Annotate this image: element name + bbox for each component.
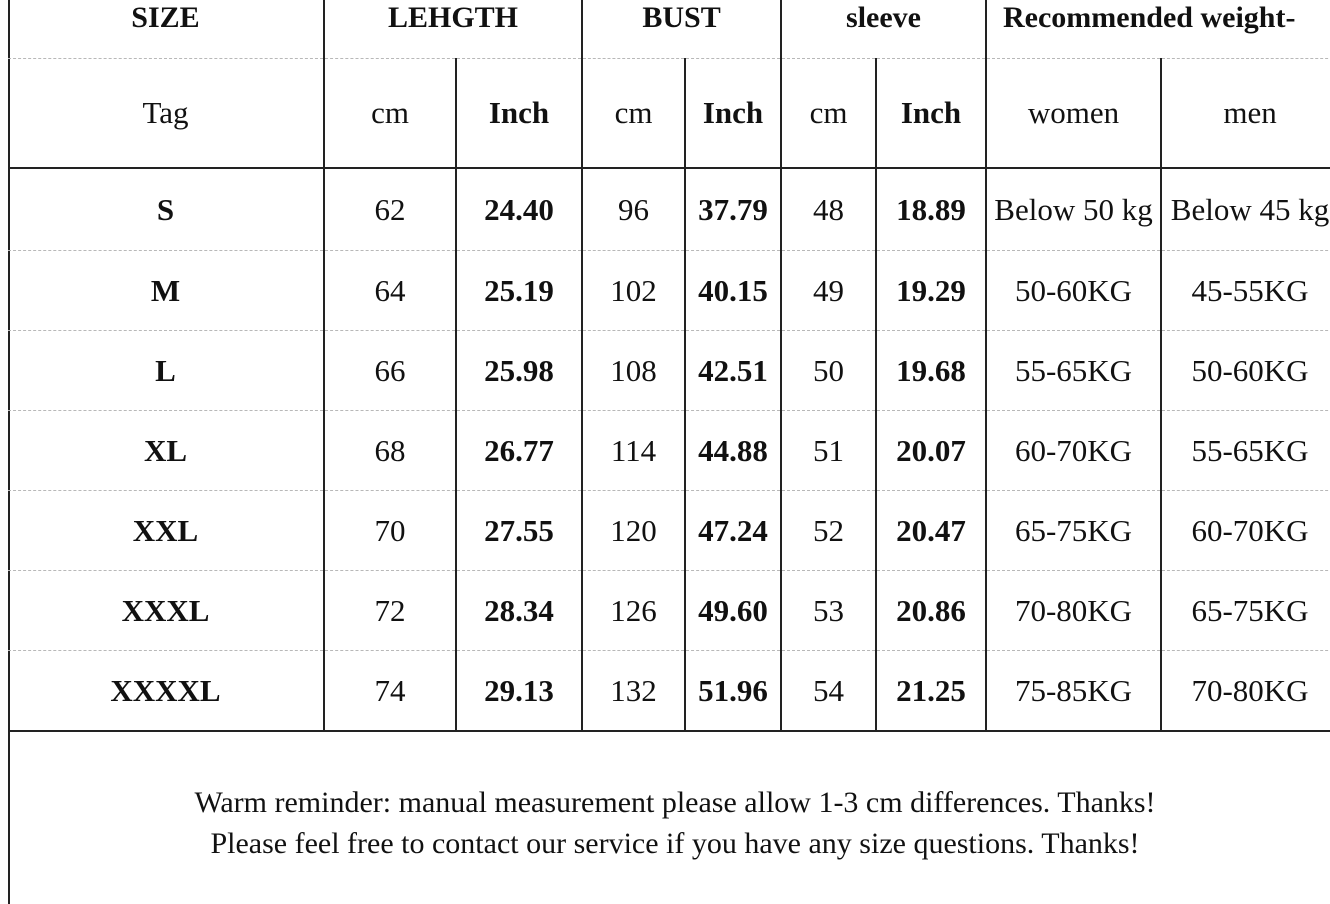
cell-bust-inch: 44.88: [685, 411, 781, 491]
subheader-sleeve-inch: Inch: [876, 59, 986, 169]
cell-men-weight: 50-60KG: [1161, 331, 1330, 411]
cell-bust-cm: 96: [582, 168, 685, 251]
cell-sleeve-inch: 21.25: [876, 651, 986, 732]
cell-length-cm: 64: [324, 251, 456, 331]
cell-women-weight: 70-80KG: [986, 571, 1161, 651]
table-row: [8, 331, 1330, 411]
cell-length-inch: 29.13: [456, 651, 582, 732]
header-bust: BUST: [582, 0, 781, 59]
cell-women-weight: Below 50 kg: [986, 168, 1161, 251]
table-row: [8, 168, 1330, 251]
cell-bust-inch: 42.51: [685, 331, 781, 411]
cell-length-inch: 26.77: [456, 411, 582, 491]
cell-length-cm: 68: [324, 411, 456, 491]
cell-bust-inch: 47.24: [685, 491, 781, 571]
subheader-row: [8, 59, 1330, 169]
cell-sleeve-cm: 49: [781, 251, 876, 331]
cell-women-weight: 55-65KG: [986, 331, 1161, 411]
subheader-length-cm: cm: [324, 59, 456, 169]
cell-bust-inch: 40.15: [685, 251, 781, 331]
header-row: [8, 0, 1330, 59]
cell-sleeve-cm: 54: [781, 651, 876, 732]
table-row: [8, 491, 1330, 571]
cell-men-weight: 60-70KG: [1161, 491, 1330, 571]
cell-bust-cm: 120: [582, 491, 685, 571]
subheader-women: women: [986, 59, 1161, 169]
size-notes: [10, 782, 1330, 864]
cell-length-cm: 72: [324, 571, 456, 651]
cell-length-cm: 62: [324, 168, 456, 251]
cell-sleeve-cm: 50: [781, 331, 876, 411]
cell-size: XXXL: [8, 571, 324, 651]
cell-size: L: [8, 331, 324, 411]
cell-bust-cm: 102: [582, 251, 685, 331]
cell-length-cm: 74: [324, 651, 456, 732]
cell-length-cm: 66: [324, 331, 456, 411]
cell-men-weight: 65-75KG: [1161, 571, 1330, 651]
cell-length-inch: 25.98: [456, 331, 582, 411]
table-row: [8, 251, 1330, 331]
cell-bust-cm: 132: [582, 651, 685, 732]
cell-length-inch: 27.55: [456, 491, 582, 571]
table-row: [8, 411, 1330, 491]
header-recommended-weight: Recommended weight-: [986, 0, 1330, 59]
cell-sleeve-inch: 19.29: [876, 251, 986, 331]
note-contact-service: Please feel free to contact our service if you have any size questions. Thanks!: [210, 827, 1140, 860]
cell-size: XXL: [8, 491, 324, 571]
cell-bust-cm: 126: [582, 571, 685, 651]
table-row: [8, 571, 1330, 651]
header-length: LEHGTH: [324, 0, 582, 59]
cell-length-cm: 70: [324, 491, 456, 571]
cell-sleeve-inch: 18.89: [876, 168, 986, 251]
cell-bust-inch: 51.96: [685, 651, 781, 732]
cell-length-inch: 28.34: [456, 571, 582, 651]
table-row: [8, 651, 1330, 732]
cell-women-weight: 50-60KG: [986, 251, 1161, 331]
cell-length-inch: 24.40: [456, 168, 582, 251]
cell-sleeve-cm: 52: [781, 491, 876, 571]
cell-bust-cm: 108: [582, 331, 685, 411]
subheader-bust-inch: Inch: [685, 59, 781, 169]
subheader-men: men: [1161, 59, 1330, 169]
cell-men-weight: 70-80KG: [1161, 651, 1330, 732]
cell-sleeve-cm: 51: [781, 411, 876, 491]
cell-women-weight: 60-70KG: [986, 411, 1161, 491]
cell-length-inch: 25.19: [456, 251, 582, 331]
subheader-bust-cm: cm: [582, 59, 685, 169]
cell-sleeve-inch: 20.86: [876, 571, 986, 651]
note-measurement-reminder: Warm reminder: manual measurement please allow 1-3 cm differences. Thanks!: [194, 786, 1156, 819]
cell-size: S: [8, 168, 324, 251]
cell-sleeve-cm: 48: [781, 168, 876, 251]
cell-women-weight: 65-75KG: [986, 491, 1161, 571]
cell-sleeve-cm: 53: [781, 571, 876, 651]
cell-sleeve-inch: 20.47: [876, 491, 986, 571]
cell-size: XXXXL: [8, 651, 324, 732]
header-sleeve: sleeve: [781, 0, 986, 59]
cell-bust-inch: 49.60: [685, 571, 781, 651]
cell-women-weight: 75-85KG: [986, 651, 1161, 732]
header-size: SIZE: [8, 0, 324, 59]
cell-size: M: [8, 251, 324, 331]
cell-men-weight: Below 45 kg: [1161, 168, 1330, 251]
subheader-length-inch: Inch: [456, 59, 582, 169]
cell-size: XL: [8, 411, 324, 491]
cell-bust-cm: 114: [582, 411, 685, 491]
cell-bust-inch: 37.79: [685, 168, 781, 251]
size-chart-table: [8, 0, 1330, 732]
subheader-sleeve-cm: cm: [781, 59, 876, 169]
cell-men-weight: 45-55KG: [1161, 251, 1330, 331]
cell-sleeve-inch: 20.07: [876, 411, 986, 491]
cell-men-weight: 55-65KG: [1161, 411, 1330, 491]
subheader-tag: Tag: [8, 59, 324, 169]
cell-sleeve-inch: 19.68: [876, 331, 986, 411]
